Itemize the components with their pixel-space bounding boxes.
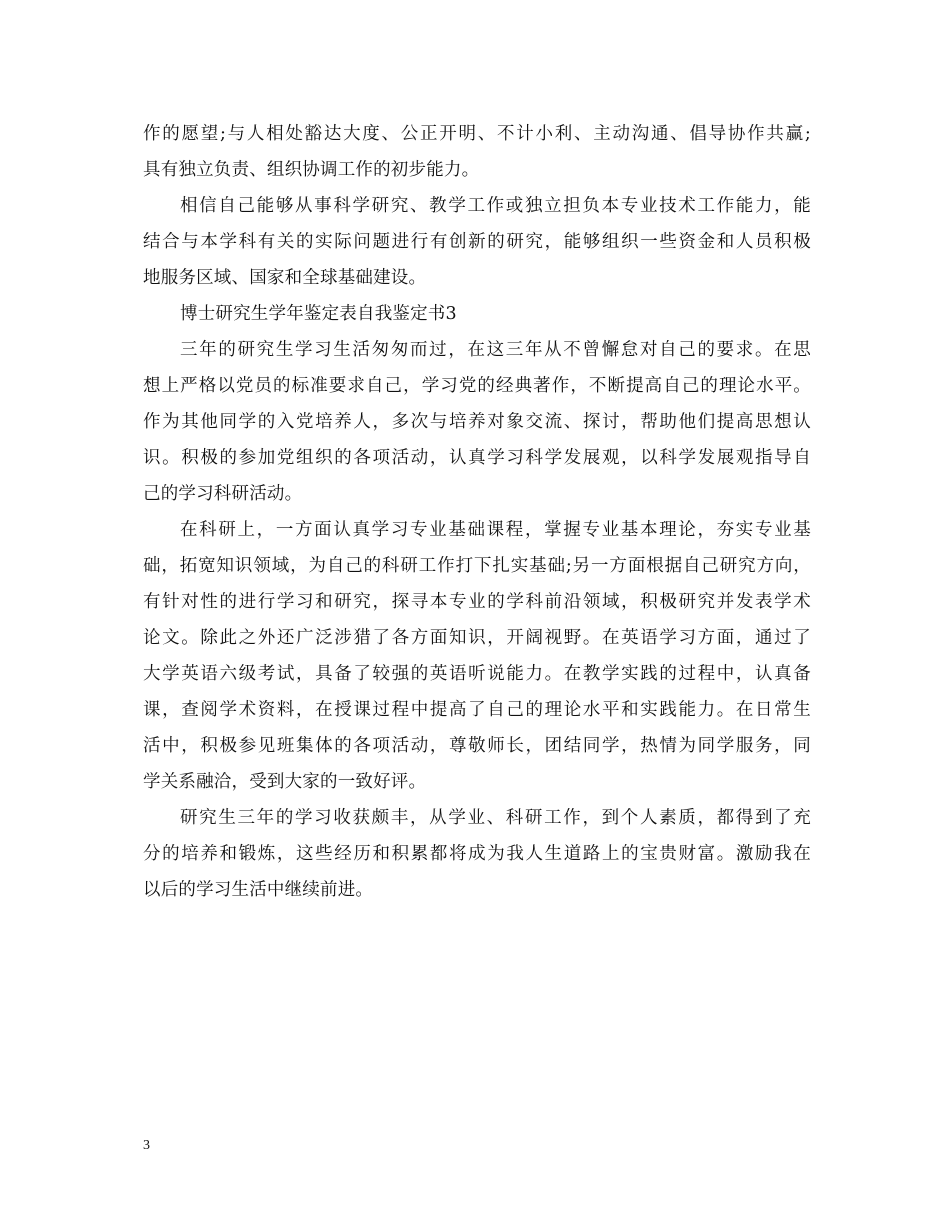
text-line: 课，查阅学术资料，在授课过程中提高了自己的理论水平和实践能力。在日常生 [143, 700, 811, 720]
text-line: 论文。除此之外还广泛涉猎了各方面知识，开阔视野。在英语学习方面，通过了 [143, 628, 811, 648]
text-line: 有针对性的进行学习和研究，探寻本专业的学科前沿领域，积极研究并发表学术 [143, 592, 811, 612]
page-number: 3 [143, 1138, 150, 1153]
paragraph-continuation [143, 116, 811, 188]
text-line: 在科研上，一方面认真学习专业基础课程，掌握专业基本理论，夯实专业基 [180, 520, 811, 540]
text-line: 活中，积极参见班集体的各项活动，尊敬师长，团结同学，热情为同学服务，同 [143, 736, 811, 756]
paragraph-ability [143, 188, 811, 296]
text-line: 分的培养和锻炼，这些经历和积累都将成为我人生道路上的宝贵财富。激励我在 [143, 844, 811, 864]
text-line: 地服务区域、国家和全球基础建设。 [143, 268, 427, 288]
text-line: 相信自己能够从事科学研究、教学工作或独立担负本专业技术工作能力，能 [180, 196, 811, 216]
text-line: 想上严格以党员的标准要求自己，学习党的经典著作，不断提高自己的理论水平。 [143, 376, 811, 396]
text-line: 识。积极的参加党组织的各项活动，认真学习科学发展观，以科学发展观指导自 [143, 448, 811, 468]
document-body [143, 116, 811, 908]
text-line: 结合与本学科有关的实际问题进行有创新的研究，能够组织一些资金和人员积极 [143, 232, 811, 252]
text-line: 具有独立负责、组织协调工作的初步能力。 [143, 160, 480, 180]
text-line: 三年的研究生学习生活匆匆而过，在这三年从不曾懈怠对自己的要求。在思 [180, 340, 811, 360]
text-line: 础，拓宽知识领域，为自己的科研工作打下扎实基础;另一方面根据自己研究方向， [143, 556, 811, 576]
text-line: 学关系融洽，受到大家的一致好评。 [143, 772, 427, 792]
text-line: 己的学习科研活动。 [143, 484, 303, 504]
paragraph-summary [143, 800, 811, 908]
paragraph-research [143, 512, 811, 800]
paragraph-ideology [143, 332, 811, 512]
text-line: 作的愿望;与人相处豁达大度、公正开明、不计小利、主动沟通、倡导协作共赢; [143, 124, 811, 144]
text-line: 作为其他同学的入党培养人，多次与培养对象交流、探讨，帮助他们提高思想认 [143, 412, 811, 432]
text-line: 研究生三年的学习收获颇丰，从学业、科研工作，到个人素质，都得到了充 [180, 808, 811, 828]
text-line: 以后的学习生活中继续前进。 [143, 880, 374, 900]
text-line: 大学英语六级考试，具备了较强的英语听说能力。在教学实践的过程中，认真备 [143, 664, 811, 684]
section-heading [143, 296, 811, 332]
section-heading-text: 博士研究生学年鉴定表自我鉴定书3 [180, 304, 457, 324]
